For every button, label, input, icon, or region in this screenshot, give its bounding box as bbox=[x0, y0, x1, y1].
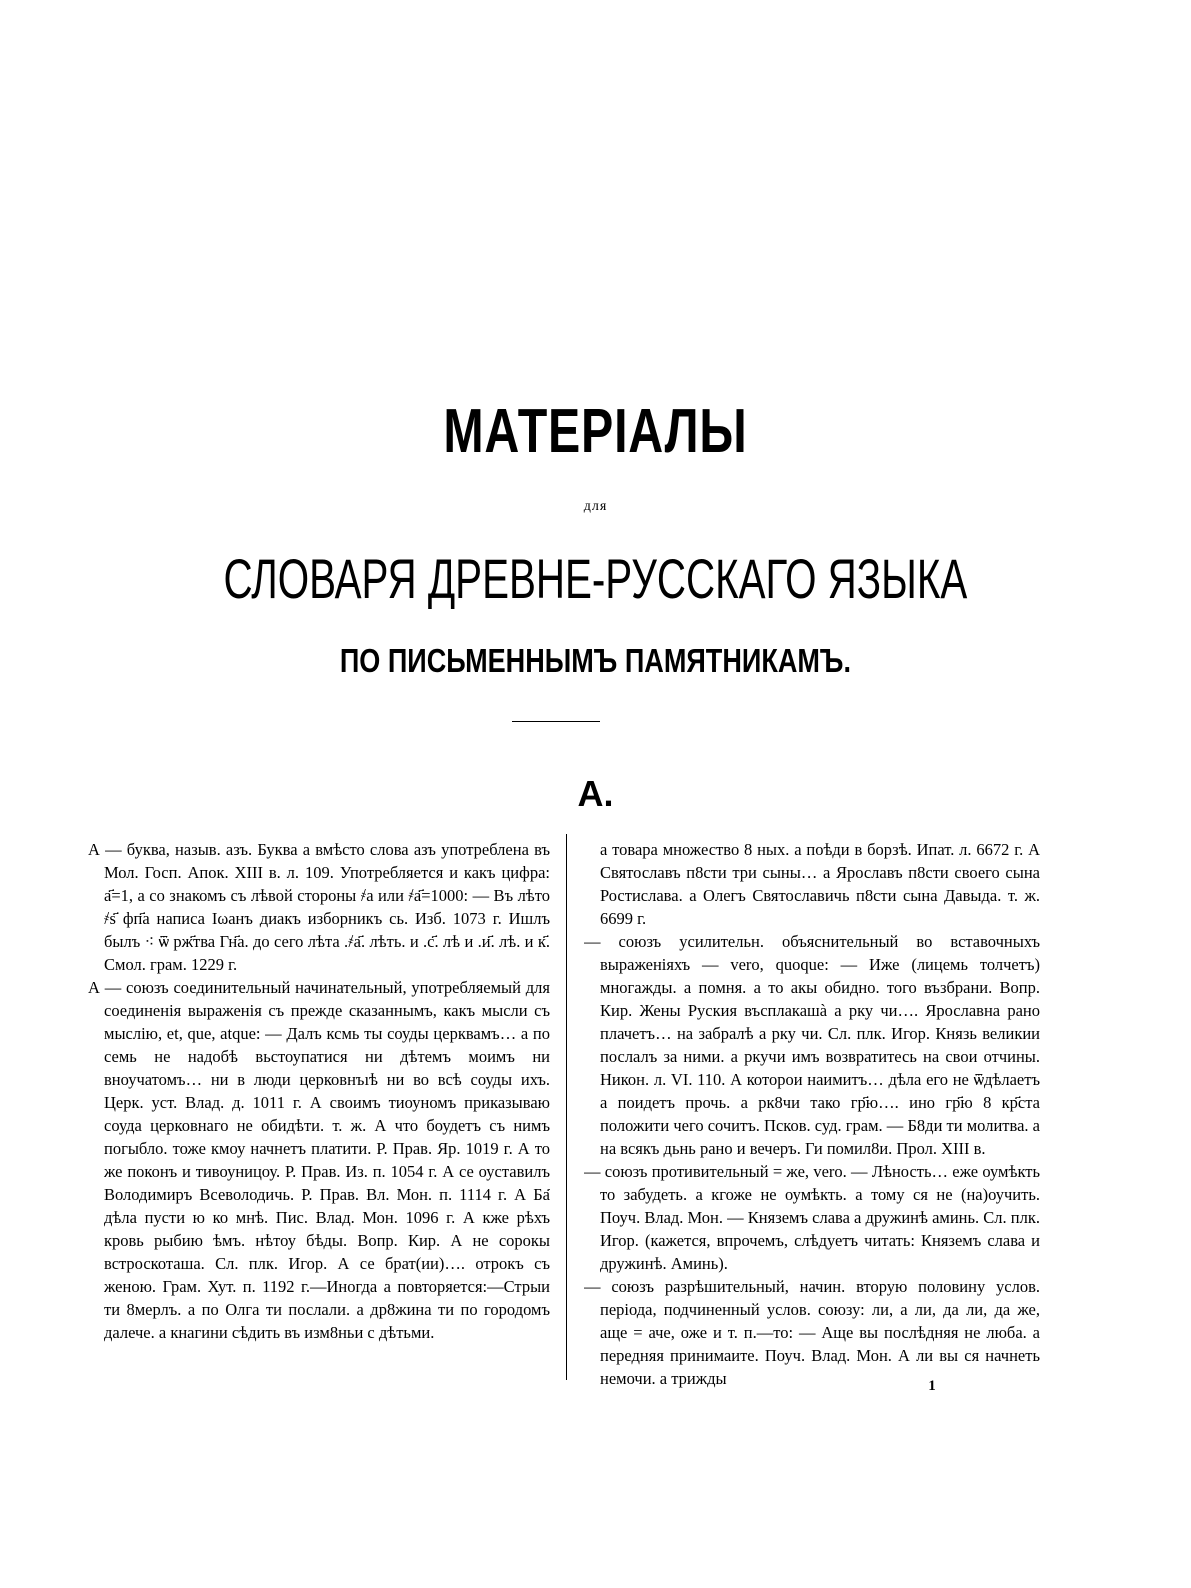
entry-a-letter: А — буква, назыв. азъ. Буква а вмѣсто слова азъ употреблена въ Мол. Госп. Апок. XIII в. л. 109. Употребляется и какъ цифра: а҃=1, а со знакомъ съ лѣвой стороны ҂а или ҂а҃=1000: — Въ лѣто ҂ѕ҃ фп҃а написа Іωанъ диакъ изборникъ сь. Изб. 1073 г. Ишлъ былъ ⁖ ѿ рж҃тва Гн҃а. до сего лѣта .҂а҃. лѣть. и .с҃. лѣ и .и҃. лѣ. и к҃. Смол. грам. 1229 г. bbox=[88, 840, 550, 974]
entry-a-conjunction: А — союзъ соединительный начинательный, употребляемый для соединенія выраженія съ прежде сказаннымъ, какъ мысли съ мыслію, et, que, atque: — Далъ ксмь ты соуды церквамъ… а по семь не надобѣ вьстоупатися ни дѣтемъ моимъ ни вноучатомъ… ни в люди церковнъıѣ ни во всѣ соуды ихъ. Церк. уст. Влад. д. 1011 г. А своимъ тиоуномъ приказываю соуда церковнаго не обидѣти. т. ж. А что боудетъ съ нимъ погыбло. тоже кмоу начнетъ платити. Р. Прав. Яр. 1019 г. А то же поконъ и тивоуницоу. Р. Прав. Из. п. 1054 г. А се оуставилъ Володимиръ Всеволодичь. Р. Прав. Вл. Мон. п. 1114 г. А Ба҃ дѣла пусти ю ко мнѣ. Пис. Влад. Мон. 1096 г. А кже рѣхъ кровь рыбию ѣмъ. нѣтоу бѣды. Вопр. Кир. А не сорокы встроскоташа. Сл. плк. Игор. А се брат(ии)…. отрокъ съ женою. Грам. Хут. п. 1192 г.—Иногда а повторяется:—Стрыи ти 8мерлъ. а по Олга ти послали. а др8жина ти по городомъ далече. а кнагини сѣдить въ изм8ньи с дѣтьми. bbox=[88, 978, 550, 1342]
left-column bbox=[88, 838, 550, 1394]
title-subtitle: СЛОВАРЯ ДРЕВНЕ-РУССКАГО ЯЗЫКА bbox=[223, 547, 968, 610]
title-rule bbox=[512, 721, 600, 722]
page-number: 1 bbox=[928, 1378, 936, 1394]
letter-heading: А. bbox=[577, 773, 614, 814]
entry-adversative: — союзъ противительный = же, vero. — Лѣность… еже оумѣкть то забудеть. а кгоже не оумѣкть. а тому ся не (на)оучить. Поуч. Влад. Мон. — Княземъ слава а дружинѣ аминь. Сл. плк. Игор. (кажется, впрочемъ, слѣдуетъ читать: Княземъ слава и дружинѣ. Аминь). bbox=[584, 1162, 1040, 1273]
entry-continuation: а товара множество 8 ных. а поѣди в борзѣ. Ипат. л. 6672 г. А Святославъ п8сти три сыны… а Ярославъ п8сти своего сына Ростислава. а Олегъ Святославичь п8сти сына Давыда. т. ж. 6699 г. bbox=[600, 840, 1040, 928]
right-column bbox=[584, 838, 1040, 1394]
column-divider bbox=[566, 834, 567, 1380]
entry-resolutive: — союзъ разрѣшительный, начин. вторую половину услов. періода, подчиненный услов. союзу: ли, а ли, да ли, да же, аще = аче, оже и т. п.—то: — Аще вы послѣдняя не люба. а передняя принимаите. Поуч. Влад. Мон. А ли вы ся начнеть немочи. а трижды bbox=[584, 1277, 1040, 1388]
title-main: МАТЕРІАЛЫ bbox=[443, 397, 748, 466]
title-for: для bbox=[583, 499, 608, 514]
title-subtitle-2: ПО ПИСЬМЕННЫМЪ ПАМЯТНИКАМЪ. bbox=[339, 642, 851, 679]
entry-intensifying: — союзъ усилительн. объяснительный во вставочныхъ выраженіяхъ — vero, quoque: — Иже (лицемь толчетъ) многажды. а помня. а то акы обидно. того възбрани. Вопр. Кир. Жены Руския въсплакашà а рку чи…. Ярославна рано плачетъ… на забралѣ а рку чи. Сл. плк. Игор. Князь великии послалъ за ними. а ркучи имъ возвратитесь на свои отчины. Никон. л. VI. 110. А которои наимитъ… дѣла его не ѿдѣлаетъ а поидетъ прочь. а рк8чи тако гр҃ю…. ино гр҃ю 8 кр҃ста положити чего сочитъ. Псков. суд. грам. — Б8ди ти молитва. а на всякъ дьнь рано и вечеръ. Ги помил8и. Прол. XIII в. bbox=[584, 932, 1040, 1158]
